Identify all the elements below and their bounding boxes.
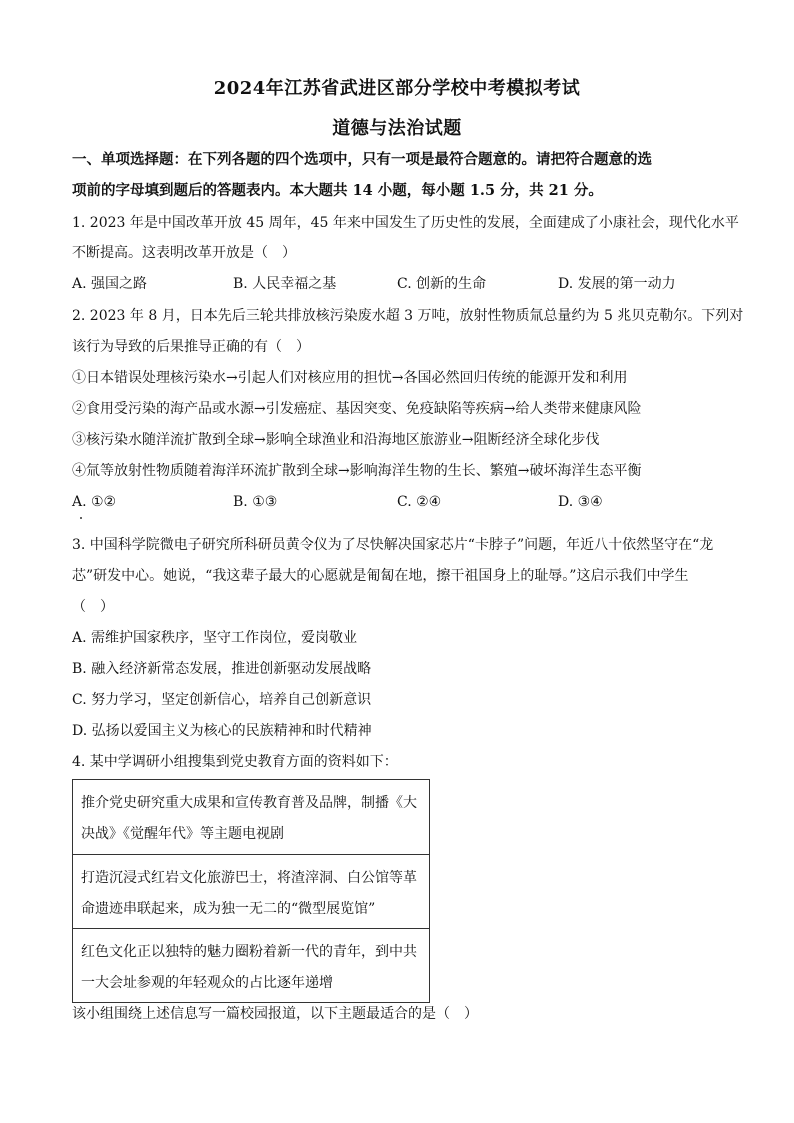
q4-material-row-2-line-2: 命遗迹串联起来，成为独一无二的“微型展览馆” [81,901,376,917]
q4-material-row-1 [73,780,429,854]
q4-material-table [72,779,430,1003]
q4-material-row-2-line-1: 打造沉浸式红岩文化旅游巴士，将渣滓洞、白公馆等革 [81,870,417,886]
q2-option-c: C. ②④ [397,494,442,510]
q3-option-b: B. 融入经济新常态发展，推进创新驱动发展战略 [72,661,372,677]
q4-material-row-1-line-2: 决战》《觉醒年代》等主题电视剧 [81,826,284,842]
q4-material-row-2 [73,854,429,928]
q4-material-row-1-line-1: 推介党史研究重大成果和宣传教育普及品牌，制播《大 [81,795,417,811]
q2-stem-line-1: 2. 2023 年 8 月，日本先后三轮共排放核污染废水超 3 万吨，放射性物质氚总量约为 5 兆贝克勒尔。下列对 [72,308,744,324]
q2-item-2: ②食用受污染的海产品或水源→引发癌症、基因突变、免疫缺陷等疾病→给人类带来健康风险 [72,401,642,417]
q1-option-c: C. 创新的生命 [397,276,487,292]
q4-stem-line-1: 4. 某中学调研小组搜集到党史教育方面的资料如下： [72,754,398,770]
q2-item-1: ①日本错误处理核污染水→引起人们对核应用的担忧→各国必然回归传统的能源开发和利用 [72,370,628,386]
q4-stem-line-2: 该小组围绕上述信息写一篇校园报道，以下主题最适合的是（ ） [72,1006,478,1022]
section-instruction-line-1: 一、单项选择题：在下列各题的四个选项中，只有一项是最符合题意的。请把符合题意的选 [72,151,652,168]
q3-option-a: A. 需维护国家秩序，坚守工作岗位，爱岗敬业 [72,630,358,646]
q4-material-row-3-line-1: 红色文化正以独特的魅力圈粉着新一代的青年，到中共 [81,944,417,960]
q3-stem-line-1: 3. 中国科学院微电子研究所科研员黄令仪为了尽快解决国家芯片“卡脖子”问题，年近八十依然坚守在“龙 [72,537,714,553]
q3-option-c: C. 努力学习，坚定创新信心，培养自己创新意识 [72,692,372,708]
q1-stem-line-2: 不断提高。这表明改革开放是（ ） [72,245,296,261]
exam-title: 2024年江苏省武进区部分学校中考模拟考试 [213,78,581,99]
q1-option-b: B. 人民幸福之基 [233,276,337,292]
q4-material-row-3 [73,928,429,1002]
q2-item-4: ④氚等放射性物质随着海洋环流扩散到全球→影响海洋生物的生长、繁殖→破坏海洋生态平衡 [72,463,642,479]
stray-dot-mark [80,517,82,519]
q3-stem-line-3: （ ） [72,599,114,615]
q2-option-a: A. ①② [72,494,117,510]
q1-option-a: A. 强国之路 [72,276,148,292]
q1-stem-line-1: 1. 2023 年是中国改革开放 45 周年，45 年来中国发生了历史性的发展，全面建成了小康社会，现代化水平 [72,215,739,231]
q2-option-d: D. ③④ [558,494,603,510]
q1-option-d: D. 发展的第一动力 [558,276,676,292]
exam-subtitle: 道德与法治试题 [332,118,462,139]
q3-stem-line-2: 芯”研发中心。她说，“我这辈子最大的心愿就是匍匐在地，擦干祖国身上的耻辱。”这启示我们中学生 [72,568,689,584]
q2-item-3: ③核污染水随洋流扩散到全球→影响全球渔业和沿海地区旅游业→阻断经济全球化步伐 [72,432,600,448]
q2-stem-line-2: 该行为导致的后果推导正确的有（ ） [72,339,310,355]
q3-option-d: D. 弘扬以爱国主义为核心的民族精神和时代精神 [72,723,372,739]
section-instruction-line-2: 项前的字母填到题后的答题表内。本大题共 14 小题，每小题 1.5 分，共 21 分。 [72,182,603,199]
q2-option-b: B. ①③ [233,494,278,510]
q4-material-row-3-line-2: 一大会址参观的年轻观众的占比逐年递增 [81,975,333,991]
